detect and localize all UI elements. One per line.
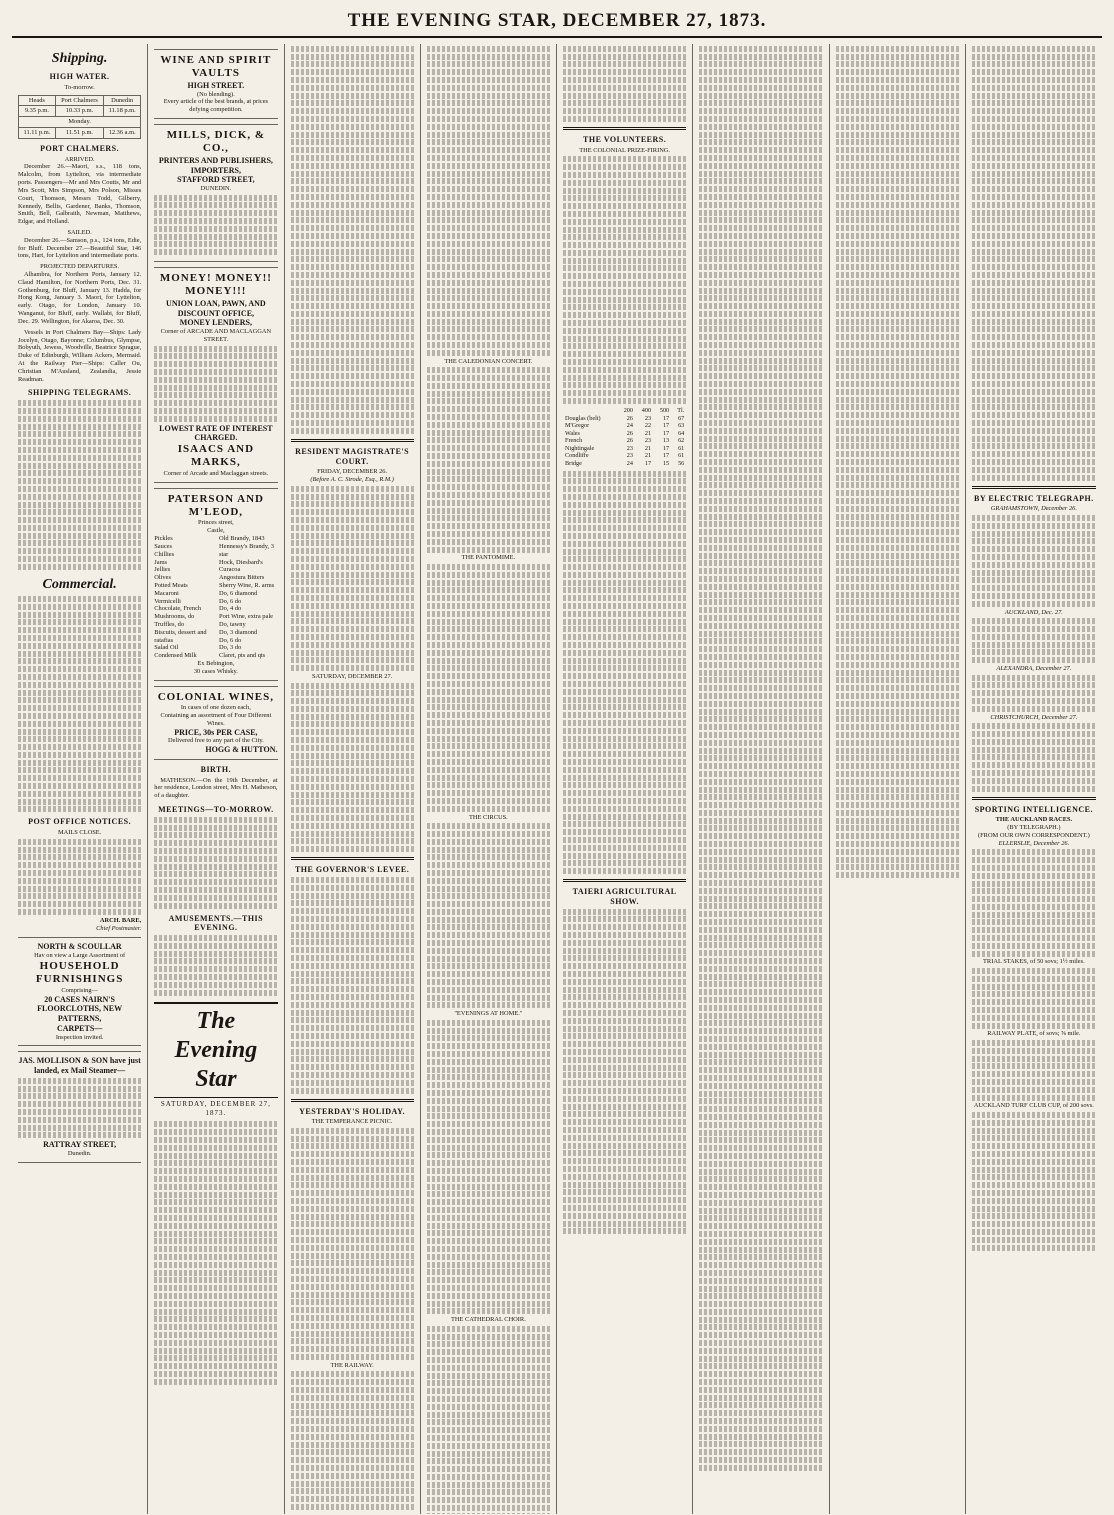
ad-text: STAFFORD STREET, [177, 175, 255, 185]
post-office-heading: POST OFFICE NOTICES. [28, 817, 132, 827]
tide-cell: 11.18 p.m. [104, 106, 141, 117]
article-text-block [427, 46, 550, 356]
goods-item: Do, 4 do [219, 605, 242, 613]
high-water-sub: To-morrow. [64, 83, 95, 91]
article-text-block [972, 515, 1096, 607]
score-cell: 61 [678, 444, 685, 452]
goods-item: Do, tawny [219, 621, 246, 628]
goods-item: Do, 3 diamond [219, 628, 258, 636]
goods-item: Potted Meats [154, 581, 188, 589]
amusements-heading: AMUSEMENTS.—THIS EVENING. [168, 913, 264, 933]
score-cell: 23 [626, 444, 633, 452]
article-text-block [427, 367, 550, 552]
birth-text: MATHESON.—On the 19th December, at her residence, London street, Mrs H. Matheson, of a daughter. [154, 776, 278, 800]
tide-cell: 12.36 a.m. [104, 128, 141, 139]
arrived-text: December 26.—Maori, s.s., 118 tons, Malcolm, from Lyttelton, via intermediate ports. Passengers—Mr and Mrs Coutts, Mr and Mrs Scott, Mrs Simpson, Mrs Polson, Misses Court, Thomson, Messrs Todd, Gilberry, Kennedy, Bellis, Gardener, Banks, Thomson, Smith, Bell, Galbraith, Newman, Matthews, Edgar, and Holland. [18, 163, 142, 226]
article-text-block [154, 1121, 277, 1384]
ad-title: MILLS, DICK, & CO., [166, 129, 266, 155]
goods-item: Hock, Diesbard's [219, 558, 263, 566]
score-cell: Douglas (belt) [565, 414, 601, 422]
tide-header: Heads [19, 95, 56, 106]
divider [291, 439, 414, 442]
article-text-block [972, 618, 1096, 663]
score-header: 200 [623, 407, 633, 415]
ad-text: DUNEDIN. [200, 185, 232, 193]
score-cell: 21 [644, 429, 652, 437]
court-date: FRIDAY, DECEMBER 26. [317, 468, 388, 476]
article-text-block [972, 1112, 1096, 1251]
court-date: SATURDAY, DECEMBER 27. [311, 672, 393, 680]
article-text-block [154, 346, 277, 422]
article-text-block [291, 683, 414, 853]
score-rows [563, 415, 686, 468]
meetings-heading: MEETINGS—TO-MORROW. [158, 805, 274, 815]
score-header: Tl. [677, 407, 685, 415]
court-heading: RESIDENT MAGISTRATE'S COURT. [295, 446, 410, 466]
tide-cell: 11.11 p.m. [19, 128, 56, 139]
ad-text: JAS. MOLLISON & SON have just landed, ex Mail Steamer— [18, 1056, 141, 1076]
goods-item: Do, 6 do [219, 597, 242, 605]
article-text-block [563, 156, 686, 404]
colonial-wines-ad [154, 686, 277, 760]
goods-item: Jellies [154, 566, 171, 574]
ad-text: Dunedin. [67, 1149, 92, 1157]
goods-item: Claret, pts and qts [219, 652, 266, 660]
prize-firing-subhead: THE COLONIAL PRIZE-FIRING. [579, 146, 671, 154]
dateline: SATURDAY, DECEMBER 27, 1873. [160, 1100, 271, 1117]
tide-cell: 10.33 p.m. [55, 106, 103, 117]
article-text-block [18, 400, 141, 570]
divider [291, 857, 414, 860]
column-3 [285, 44, 421, 1514]
score-cell: Nightingale [565, 444, 595, 452]
article-text-block [563, 46, 686, 122]
dateline-grahamstown: GRAHAMSTOWN, December 26. [990, 505, 1077, 513]
tide-header: Dunedin [104, 95, 141, 106]
goods-item: Angostura Bitters [219, 574, 265, 582]
wine-vaults-ad [154, 49, 277, 119]
score-cell: 62 [678, 437, 685, 445]
at-home-subhead: "EVENINGS AT HOME." [454, 1010, 523, 1018]
electric-telegraph-heading: BY ELECTRIC TELEGRAPH. [974, 493, 1094, 503]
ad-text: 20 CASES NAIRN'S FLOORCLOTHS, NEW PATTERNS, [37, 994, 123, 1024]
article-text-block [836, 46, 959, 878]
score-cell: 24 [626, 422, 633, 430]
ad-text: HOGG & HUTTON. [205, 745, 278, 755]
cathedral-subhead: THE CATHEDRAL CHOIR. [450, 1316, 526, 1324]
goods-item: Truffles, do [154, 621, 185, 628]
ad-text: Ex Bebington, [197, 660, 235, 668]
column-6 [693, 44, 829, 1514]
dateline-christchurch: CHRISTCHURCH, December 27. [990, 713, 1078, 721]
goods-item: Condensed Milk [154, 652, 197, 660]
goods-item: Port Wine, extra pale [219, 613, 273, 621]
score-cell: 26 [626, 429, 633, 437]
column-8 [966, 44, 1102, 1514]
ad-text: Inspection invited. [55, 1033, 104, 1041]
correspondent-label: (FROM OUR OWN CORRESPONDENT.) [978, 831, 1090, 839]
score-cell: 17 [644, 459, 652, 467]
tide-cell: 9.35 p.m. [19, 106, 56, 117]
sailed-text: December 26.—Samson, p.s., 124 tons, Edie, for Bluff. December 27.—Beautiful Star, 146 tons, Hart, for Lyttelton and intermediate ports. [18, 236, 142, 260]
score-cell: 23 [644, 414, 652, 422]
ad-title: NORTH & SCOULLAR [37, 942, 122, 952]
goods-item: Biscuits, dessert and ratafias [154, 628, 207, 644]
commercial-heading: Commercial. [42, 576, 117, 592]
masthead: THE EVENING STAR, DECEMBER 27, 1873. [12, 10, 1102, 38]
score-table [563, 407, 686, 468]
goods-item: Pickles [154, 535, 173, 543]
arch-bare-signature: ARCH. BARE, [99, 916, 142, 924]
ad-title: ISAACS AND MARKS, [177, 443, 255, 469]
sporting-heading: SPORTING INTELLIGENCE. [974, 804, 1094, 814]
ad-text: Corner of Arcade and Maclaggan streets. [163, 469, 269, 477]
table-row [563, 445, 686, 453]
ad-title: WINE AND SPIRIT VAULTS [160, 54, 272, 80]
ad-text: PRINTERS AND PUBLISHERS, [158, 155, 273, 165]
ad-text: Comprising— [61, 986, 98, 994]
score-cell: Wales [565, 429, 580, 437]
by-telegraph-label: (BY TELEGRAPH.) [1007, 824, 1061, 832]
goods-item: Chillies [154, 550, 175, 558]
ad-text: Containing an assortment of Four Different Wines. [160, 711, 272, 727]
article-text-block [972, 723, 1096, 791]
score-cell: 63 [678, 422, 685, 430]
dateline-alexandra: ALEXANDRA, December 27. [996, 664, 1072, 672]
pantomime-subhead: THE PANTOMIME. [461, 554, 516, 562]
table-row [563, 460, 686, 468]
columns [12, 44, 1102, 1514]
article-text-block [427, 564, 550, 812]
score-cell: French [565, 437, 583, 445]
goods-item: Olives [154, 574, 171, 582]
goods-item: Macaroni [154, 589, 179, 597]
arrived-label: ARRIVED. [64, 155, 95, 163]
article-text-block [18, 596, 141, 813]
article-text-block [427, 1326, 550, 1514]
score-cell: 22 [644, 422, 652, 430]
sailed-label: SAILED. [67, 228, 92, 236]
column-7 [830, 44, 966, 1514]
tide-header: Port Chalmers [55, 95, 103, 106]
goods-item: Do, 6 diamond [219, 589, 258, 597]
ad-text: IMPORTERS, [190, 165, 241, 175]
table-row [563, 415, 686, 423]
goods-item: Sauces [154, 542, 172, 550]
tide-cell: 11.51 p.m. [55, 128, 103, 139]
paterson-mleod-ad [154, 488, 277, 681]
table-row [563, 430, 686, 438]
score-cell: 23 [644, 437, 652, 445]
table-row [563, 437, 686, 445]
ad-text: MONEY LENDERS, [179, 318, 252, 328]
north-scoullar-ad [18, 937, 141, 1046]
tide-table [18, 95, 141, 139]
goods-right-list [219, 535, 277, 660]
ad-text: RATTRAY STREET, [43, 1140, 117, 1150]
goods-item: Do, 3 do [219, 644, 242, 652]
goods-item: Vermicelli [154, 597, 181, 605]
score-cell: 56 [678, 459, 685, 467]
score-header: 500 [659, 407, 670, 415]
goods-list [154, 535, 277, 660]
projected-text: Alhambra, for Northern Ports, January 12. Claud Hamilton, for Northern Ports, Dec. 31. Gothenburg, for Bluff, January 13. Hadda, for Hong Kong, January 3. Maori, for Lyttelton, early. Otago, for London, January 10. Wanganui, for Bluff, early. Wallabi, for Bluff, Dec. 29. Wellington, for Akaroa, Dec. 30. [18, 271, 142, 325]
article-text-block [563, 909, 686, 1235]
union-loan-ad [154, 267, 277, 483]
divider [972, 797, 1096, 800]
ad-text: In cases of one dozen each, [180, 704, 251, 712]
chief-postmaster: Chief Postmaster. [96, 924, 142, 932]
goods-item: Do, 6 do [219, 636, 242, 644]
score-cell: 26 [626, 437, 633, 445]
goods-item: Salad Oil [154, 644, 179, 652]
temperance-subhead: THE TEMPERANCE PICNIC. [311, 1118, 393, 1126]
ad-title: MONEY! MONEY!! MONEY!!! [159, 272, 272, 298]
shipping-telegrams-heading: SHIPPING TELEGRAMS. [28, 388, 132, 398]
article-text-block [972, 968, 1096, 1029]
article-text-block [18, 839, 141, 915]
article-text-block [291, 877, 414, 1094]
article-text-block [427, 1020, 550, 1314]
ad-text: Every article of the best brands, at prices defying competition. [163, 98, 269, 114]
score-cell: 23 [626, 452, 633, 460]
article-text-block [291, 1128, 414, 1360]
ad-text: Corner of ARCADE AND MACLAGGAN STREET. [160, 328, 272, 343]
goods-left-list [154, 535, 219, 660]
score-cell: 26 [626, 414, 633, 422]
turf-club-cup-label: AUCKLAND TURF CLUB CUP, of 200 sovs. [973, 1102, 1094, 1110]
article-text-block [972, 1040, 1096, 1101]
table-row [563, 422, 686, 430]
score-cell: 67 [678, 414, 685, 422]
ad-text: Princes street, [197, 519, 234, 527]
column-4 [421, 44, 557, 1514]
article-text-block [154, 817, 277, 909]
goods-item: Mushrooms, do [154, 613, 195, 621]
dateline-auckland: AUCKLAND, Dec. 27. [1004, 608, 1063, 616]
mollison-ad [18, 1051, 141, 1162]
ad-text: Delivered free to any part of the City. [167, 737, 264, 745]
article-text-block [972, 675, 1096, 712]
divider [563, 879, 686, 882]
score-cell: 61 [678, 452, 685, 460]
ad-text: LOWEST RATE OF INTEREST CHARGED. [159, 423, 273, 443]
column-5 [557, 44, 693, 1514]
goods-item: Hennessy's Brandy, 3 star [219, 542, 274, 558]
ad-text: CARPETS— [56, 1023, 103, 1033]
score-cell: 21 [644, 444, 652, 452]
score-cell: 17 [662, 422, 670, 430]
ad-text: UNION LOAN, PAWN, AND DISCOUNT OFFICE, [166, 298, 266, 318]
birth-heading: BIRTH. [200, 764, 232, 774]
ad-text: HIGH STREET. [187, 80, 245, 90]
ad-text: (No blending). [197, 90, 235, 98]
ad-text: 30 cases Whisky. [193, 667, 238, 675]
shipping-heading: Shipping. [51, 51, 108, 66]
ad-text: PRICE, 30s PER CASE, [174, 727, 258, 737]
article-text-block [291, 1371, 414, 1510]
article-text-block [154, 195, 277, 256]
score-cell: 15 [662, 459, 670, 467]
article-text-block [699, 46, 822, 1471]
score-cell: 24 [626, 459, 633, 467]
column-2 [148, 44, 284, 1514]
score-cell: 17 [662, 429, 670, 437]
holiday-heading: YESTERDAY'S HOLIDAY. [299, 1106, 406, 1116]
article-text-block [972, 46, 1096, 481]
ad-title: PATERSON AND M'LEOD, [167, 492, 264, 519]
ad-title: HOUSEHOLD FURNISHINGS [35, 959, 124, 986]
evening-star-title: The Evening Star [154, 1002, 277, 1099]
score-header [563, 407, 617, 415]
trial-stakes-label: TRIAL STAKES, of 50 sovs; 1½ miles. [983, 958, 1085, 966]
high-water-heading: HIGH WATER. [49, 72, 110, 82]
mills-dick-ad [154, 124, 277, 262]
score-cell: 17 [662, 414, 670, 422]
score-cell: 21 [644, 452, 652, 460]
taieri-show-heading: TAIERI AGRICULTURAL SHOW. [572, 887, 677, 906]
divider [972, 486, 1096, 489]
ad-text: Hav on view a Large Assortment of [34, 952, 126, 960]
score-cell: 17 [662, 444, 670, 452]
score-cell: 13 [662, 437, 670, 445]
dateline-ellerslie: ELLERSLIE, December 26. [998, 839, 1070, 847]
article-text-block [154, 935, 277, 996]
score-header: 400 [641, 407, 652, 415]
court-before: (Before A. C. Strode, Esq., R.M.) [310, 476, 394, 484]
article-text-block [291, 486, 414, 671]
article-text-block [972, 849, 1096, 956]
volunteers-heading: THE VOLUNTEERS. [583, 134, 667, 144]
score-cell: 64 [678, 429, 685, 437]
caledonian-subhead: THE CALEDONIAN CONCERT. [444, 357, 533, 365]
goods-item: Sherry Wine, R. arms [219, 581, 275, 589]
vessels-text: Vessels in Port Chalmers Bay—Ships: Lady Jocelyn, Otago, Bayonne; Columbus, Glympse, Bobyuth, Jewess, Woodville, Beatrice Sprague, Duke of Edinburgh, William Ackers, Mermaid. At the Railway Pier—Ships: Caller Ou, Christian M'Ausland, Zealandia, Jessie Readman. [18, 328, 142, 383]
auckland-races-subhead: THE AUCKLAND RACES. [995, 816, 1073, 824]
circus-subhead: THE CIRCUS. [469, 813, 508, 821]
divider [563, 127, 686, 130]
tide-mid: Monday. [19, 117, 141, 128]
goods-item: Jams [154, 558, 168, 566]
article-text-block [427, 823, 550, 1008]
article-text-block [18, 1078, 141, 1139]
ad-text: Castle, [207, 527, 225, 535]
column-1 [12, 44, 148, 1514]
goods-item: Curacoa [219, 566, 241, 574]
score-cell: 17 [662, 452, 670, 460]
score-cell: Condliffe [565, 452, 589, 460]
ad-title: COLONIAL WINES, [157, 690, 275, 703]
score-cell: Bridge [565, 459, 582, 467]
goods-item: Chocolate, French [154, 605, 202, 613]
divider [291, 1099, 414, 1102]
goods-item: Old Brandy, 1843 [219, 535, 265, 543]
railway-subhead: THE RAILWAY. [330, 1361, 374, 1369]
projected-label: PROJECTED DEPARTURES. [40, 263, 120, 271]
article-text-block [563, 471, 686, 875]
mails-close-label: MAILS CLOSE. [57, 829, 102, 837]
port-chalmers-heading: PORT CHALMERS. [40, 143, 120, 153]
railway-plate-label: RAILWAY PLATE, of sovs; ⅝ mile. [987, 1030, 1081, 1038]
score-cell: M'Gregor [565, 422, 590, 430]
article-text-block [291, 46, 414, 434]
governors-levee-heading: THE GOVERNOR'S LEVEE. [294, 865, 410, 875]
table-row [563, 452, 686, 460]
